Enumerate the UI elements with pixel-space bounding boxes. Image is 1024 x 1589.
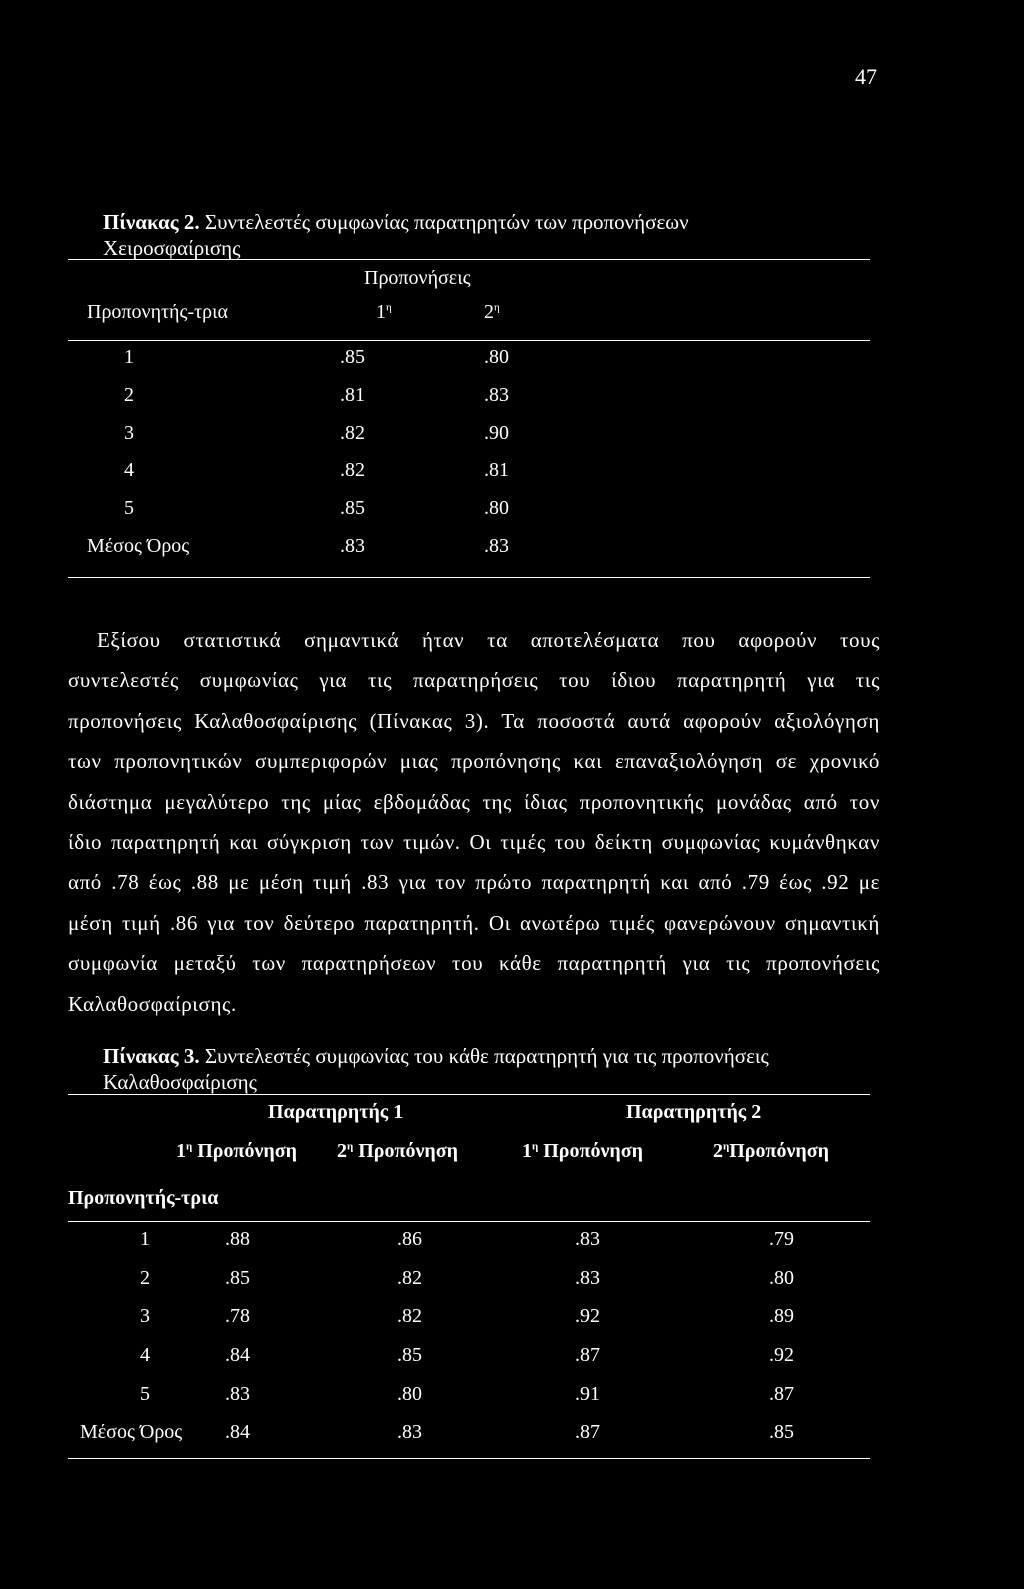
table2-group-header: Προπονήσεις: [364, 267, 471, 289]
row-label: 2: [140, 1267, 150, 1289]
cell-value: .88: [225, 1228, 250, 1250]
cell-value: .85: [225, 1267, 250, 1289]
table2-top-rule: [68, 259, 870, 260]
cell-value: .78: [225, 1305, 250, 1327]
table3-bottom-rule: [68, 1458, 870, 1459]
cell-value: .83: [340, 535, 365, 557]
page-number: 47: [855, 64, 877, 89]
cell-value: .87: [769, 1383, 794, 1405]
cell-value: .85: [769, 1421, 794, 1443]
row-label: 3: [124, 422, 134, 444]
table3-caption-label: Πίνακας 3.: [103, 1044, 200, 1068]
row-label: 2: [124, 384, 134, 406]
body-paragraph: [68, 620, 880, 1024]
table2-caption-text: Συντελεστές συμφωνίας παρατηρητών των προπονήσεων: [199, 210, 689, 234]
row-label: 4: [140, 1344, 150, 1366]
cell-value: .92: [575, 1305, 600, 1327]
cell-value: .83: [397, 1421, 422, 1443]
cell-value: .85: [340, 497, 365, 519]
cell-value: .80: [484, 346, 509, 368]
cell-value: .83: [484, 384, 509, 406]
table3-caption-text: Συντελεστές συμφωνίας του κάθε παρατηρητή για τις προπονήσεις: [199, 1044, 769, 1068]
table3-header-rule: [68, 1221, 870, 1222]
row-label: 3: [140, 1305, 150, 1327]
cell-value: .91: [575, 1383, 600, 1405]
cell-value: .90: [484, 422, 509, 444]
cell-value: .85: [397, 1344, 422, 1366]
cell-value: .83: [225, 1383, 250, 1405]
table2-header-rule: [68, 340, 870, 341]
row-label: Μέσος Όρος: [87, 535, 190, 557]
sub-header-2: $2^\eta$ Προπόνηση: [337, 1140, 458, 1162]
cell-value: .81: [340, 384, 365, 406]
table2-row-header: Προπονητής-τρια: [87, 301, 228, 323]
cell-value: .84: [225, 1421, 250, 1443]
cell-value: .83: [575, 1228, 600, 1250]
table3-top-rule: [68, 1094, 870, 1095]
cell-value: .92: [769, 1344, 794, 1366]
cell-value: .84: [225, 1344, 250, 1366]
cell-value: .87: [575, 1421, 600, 1443]
table2-caption: [103, 208, 689, 236]
table3-row-header: Προπονητής-τρια: [68, 1187, 219, 1209]
row-label: 4: [124, 459, 134, 481]
row-label: 5: [140, 1383, 150, 1405]
cell-value: .86: [397, 1228, 422, 1250]
table2-col1-header: $1^\eta$: [376, 301, 392, 323]
observer1-header: Παρατηρητής 1: [268, 1101, 404, 1123]
cell-value: .89: [769, 1305, 794, 1327]
cell-value: .80: [397, 1383, 422, 1405]
table2-bottom-rule: [68, 577, 870, 578]
cell-value: .80: [484, 497, 509, 519]
cell-value: .83: [484, 535, 509, 557]
row-label: 1: [124, 346, 134, 368]
sub-header-4: $2^\eta\Pi\rho o\pi ό\nu\eta\sigma\eta$: [713, 1140, 829, 1162]
row-label: 1: [140, 1228, 150, 1250]
table3-caption: [103, 1042, 769, 1070]
table2-caption-line2: Χειροσφαίρισης: [103, 236, 241, 260]
cell-value: .82: [340, 422, 365, 444]
cell-value: .81: [484, 459, 509, 481]
row-label: Μέσος Όρος: [80, 1421, 183, 1443]
cell-value: .82: [340, 459, 365, 481]
cell-value: .82: [397, 1305, 422, 1327]
cell-value: .85: [340, 346, 365, 368]
table2-col2-header: $2^\eta$: [484, 301, 500, 323]
observer2-header: Παρατηρητής 2: [626, 1101, 762, 1123]
cell-value: .79: [769, 1228, 794, 1250]
cell-value: .82: [397, 1267, 422, 1289]
table2-caption-label: Πίνακας 2.: [103, 210, 200, 234]
cell-value: .80: [769, 1267, 794, 1289]
cell-value: .87: [575, 1344, 600, 1366]
paragraph-text: Εξίσου στατιστικά σημαντικά ήταν τα αποτελέσματα που αφορούν τους συντελεστές συμφωνίας για τις παρατηρήσεις του ίδιου παρατηρητή για τις προπονήσεις Καλαθοσφαίρισης (Πίνακας 3). Τα ποσοστά αυτά αφορούν αξιολόγηση των προπονητικών συμπεριφορών μιας προπόνησης και επαναξιολόγηση σε χρονικό διάστημα μεγαλύτερο της μίας εβδομάδας της ίδιας προπονητικής μονάδας από τον ίδιο παρατηρητή και σύγκριση των τιμών. Οι τιμές του δείκτη συμφωνίας κυμάνθηκαν από .78 έως .88 με μέση τιμή .83 για τον πρώτο παρατηρητή και από .79 έως .92 με μέση τιμή .86 για τον δεύτερο παρατηρητή. Οι ανωτέρω τιμές φανερώνουν σημαντική συμφωνία μεταξύ των παρατηρήσεων του κάθε παρατηρητή για τις προπονήσεις Καλαθοσφαίρισης.: [68, 628, 880, 1016]
cell-value: .83: [575, 1267, 600, 1289]
sub-header-1: $1^\eta$ Προπόνηση: [176, 1140, 297, 1162]
sub-header-3: $1^\eta$ Προπόνηση: [522, 1140, 643, 1162]
table3-caption-line2: Καλαθοσφαίρισης: [103, 1070, 257, 1094]
row-label: 5: [124, 497, 134, 519]
